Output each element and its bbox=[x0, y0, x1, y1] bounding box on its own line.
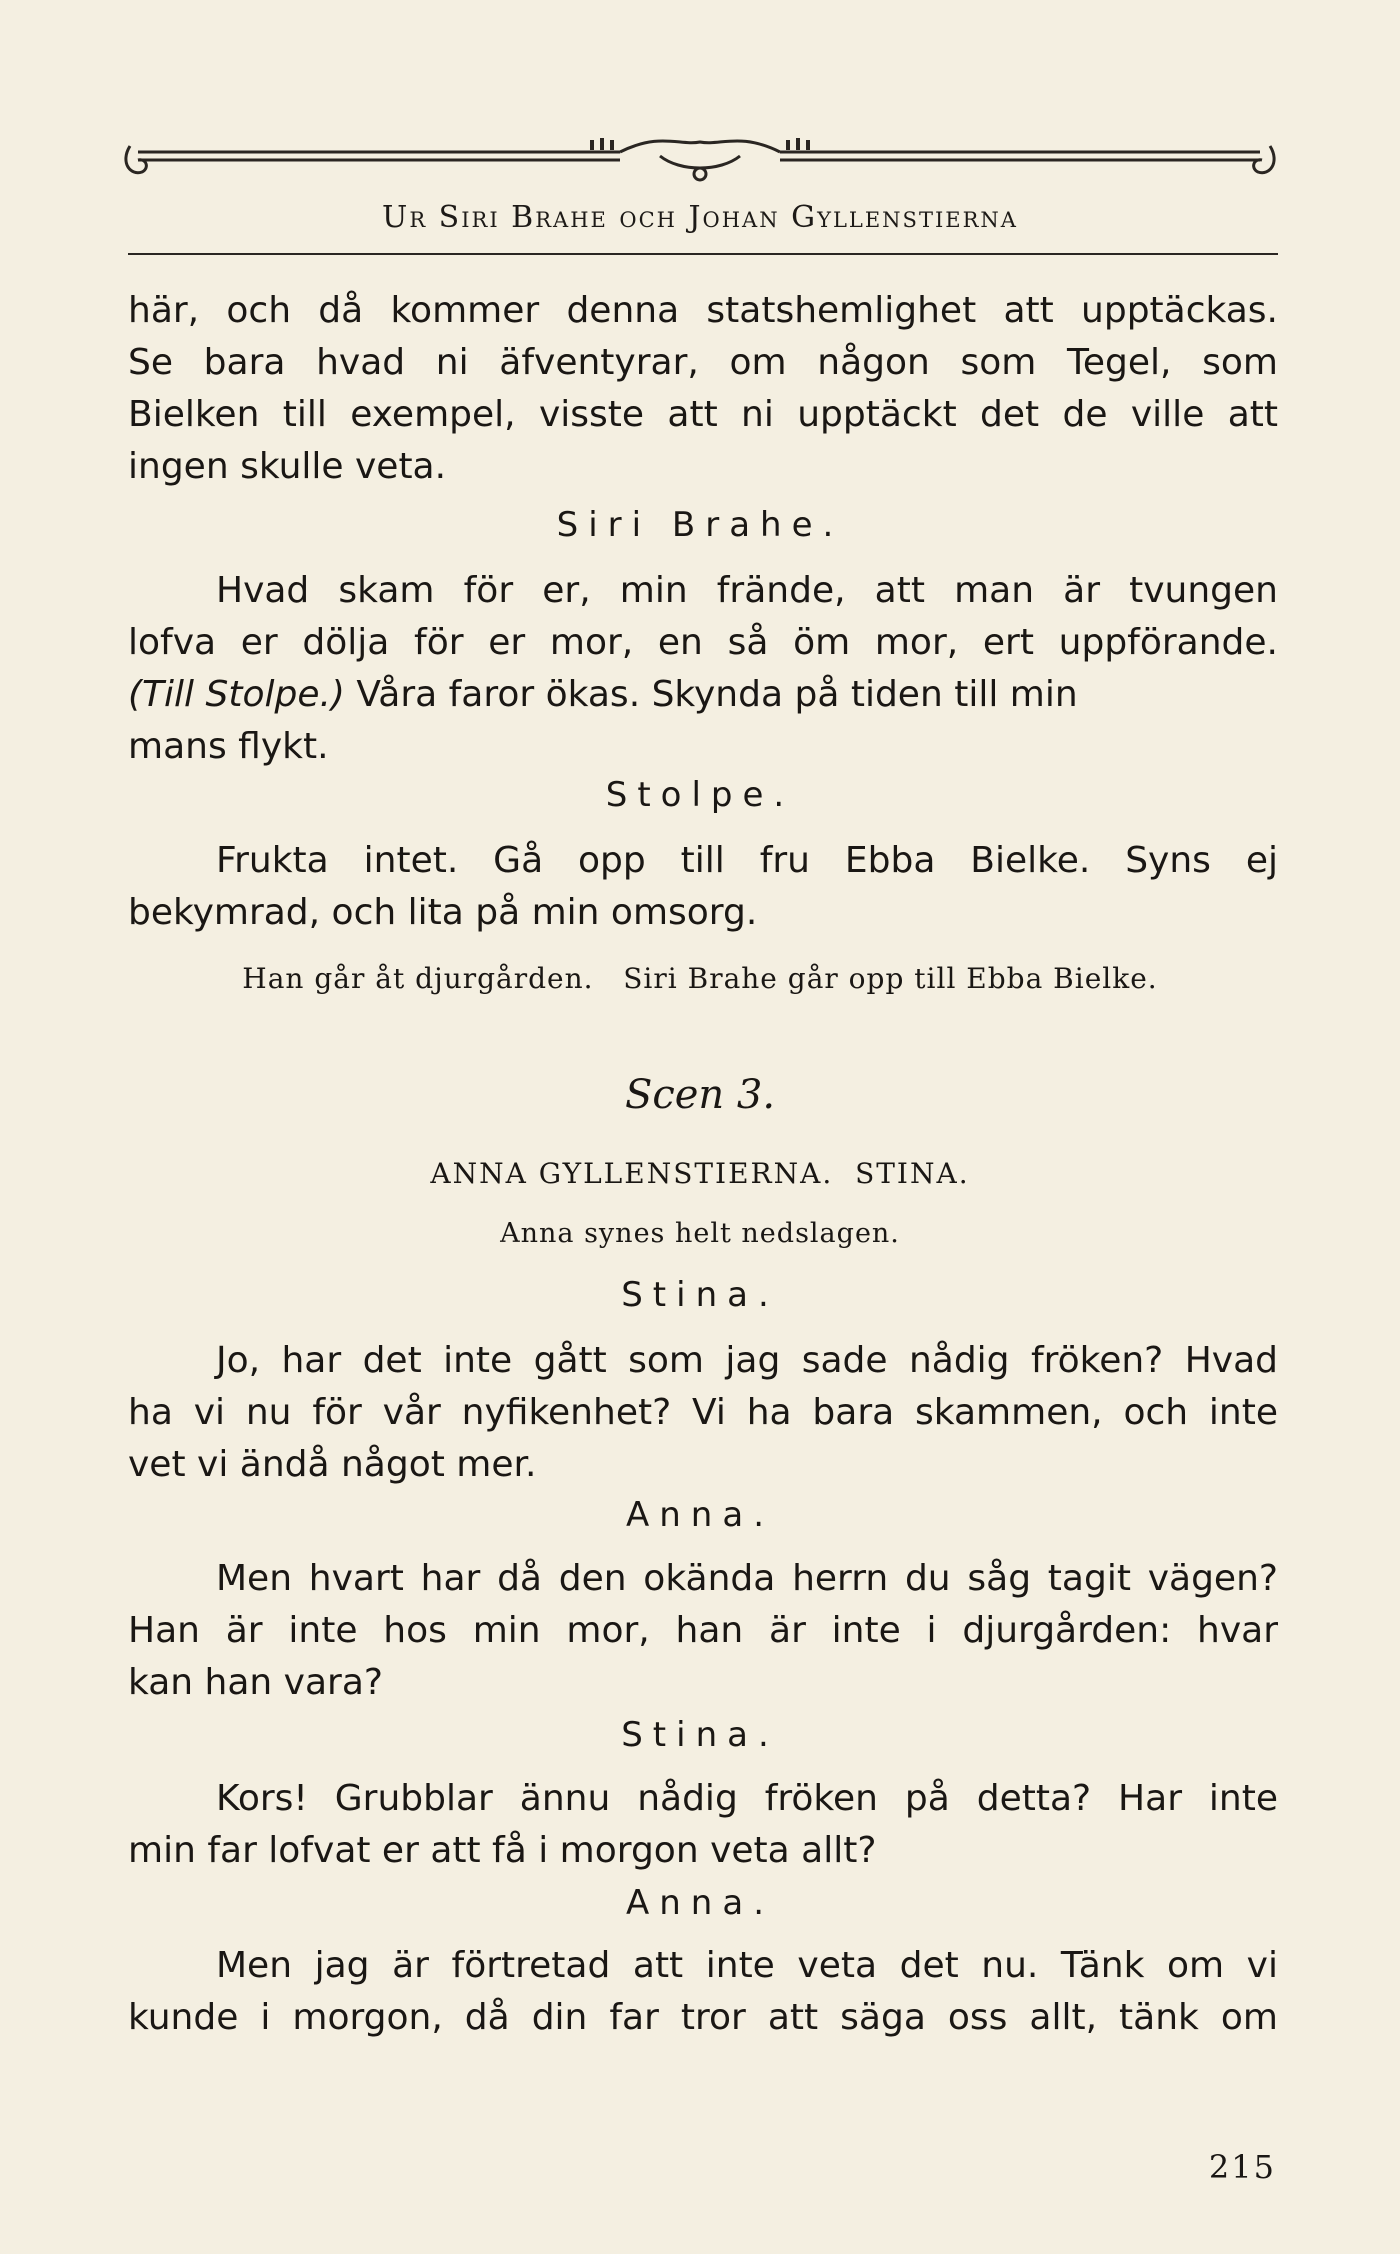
text-line: vet vi ändå något mer. bbox=[128, 1444, 537, 1485]
text-line: ingen skulle veta. bbox=[128, 446, 447, 487]
ornamental-header-rule bbox=[120, 132, 1280, 192]
text-line: kunde i morgon, då din far tror att säga oss allt, tänk om bbox=[128, 1997, 1278, 2038]
paragraph-1 bbox=[128, 285, 1278, 493]
running-head: Ur Siri Brahe och Johan Gyllenstierna bbox=[382, 200, 1018, 235]
text-line: Men jag är förtretad att inte veta det nu. Tänk om vi bbox=[216, 1945, 1278, 1986]
stage-direction-inline: (Till Stolpe.) bbox=[128, 674, 345, 715]
paragraph-4 bbox=[128, 1335, 1278, 1491]
text-line: Hvad skam för er, min frände, att man är tvungen bbox=[216, 570, 1278, 611]
text-line: Kors! Grubblar ännu nådig fröken på detta? Har inte bbox=[216, 1778, 1278, 1819]
text-line: Jo, har det inte gått som jag sade nådig fröken? Hvad bbox=[216, 1340, 1278, 1381]
stage-direction: Han går åt djurgården. Siri Brahe går opp till Ebba Bielke. bbox=[242, 962, 1158, 995]
text-line: lofva er dölja för er mor, en så öm mor, ert uppförande. bbox=[128, 622, 1278, 663]
character-list: ANNA GYLLENSTIERNA. STINA. bbox=[430, 1157, 970, 1190]
paragraph-3 bbox=[128, 835, 1278, 939]
text-line: Men hvart har då den okända herrn du såg tagit vägen? bbox=[216, 1558, 1278, 1599]
text-line bbox=[128, 669, 1278, 721]
speaker-anna: Anna. bbox=[626, 1883, 774, 1923]
text-line: Se bara hvad ni äfventyrar, om någon som Tegel, som bbox=[128, 342, 1278, 383]
speaker-stina: Stina. bbox=[621, 1275, 779, 1315]
paragraph-2 bbox=[128, 565, 1278, 773]
speaker-stina: Stina. bbox=[621, 1715, 779, 1755]
paragraph-5 bbox=[128, 1553, 1278, 1709]
speaker-siri-brahe: Siri Brahe. bbox=[556, 505, 844, 545]
text-line: ha vi nu för vår nyfikenhet? Vi ha bara skammen, och inte bbox=[128, 1392, 1278, 1433]
text-line: kan han vara? bbox=[128, 1662, 384, 1703]
scene-title: Scen 3. bbox=[624, 1072, 776, 1118]
page-number: 215 bbox=[1208, 2148, 1276, 2186]
stage-direction: Anna synes helt nedslagen. bbox=[500, 1218, 900, 1249]
text-line: mans flykt. bbox=[128, 726, 329, 767]
text-line-rest: Våra faror ökas. Skynda på tiden till min bbox=[356, 674, 1078, 715]
header-divider bbox=[128, 253, 1278, 255]
paragraph-6 bbox=[128, 1773, 1278, 1877]
text-line: min far lofvat er att få i morgon veta allt? bbox=[128, 1830, 877, 1871]
speaker-anna: Anna. bbox=[626, 1495, 774, 1535]
text-line: Han är inte hos min mor, han är inte i djurgården: hvar bbox=[128, 1610, 1278, 1651]
text-line: här, och då kommer denna statshemlighet att upptäckas. bbox=[128, 290, 1278, 331]
text-line: bekymrad, och lita på min omsorg. bbox=[128, 892, 758, 933]
text-line: Frukta intet. Gå opp till fru Ebba Bielke. Syns ej bbox=[216, 840, 1278, 881]
speaker-stolpe: Stolpe. bbox=[605, 775, 795, 815]
text-line: Bielken till exempel, visste att ni upptäckt det de ville att bbox=[128, 394, 1278, 435]
paragraph-7 bbox=[128, 1940, 1278, 2044]
